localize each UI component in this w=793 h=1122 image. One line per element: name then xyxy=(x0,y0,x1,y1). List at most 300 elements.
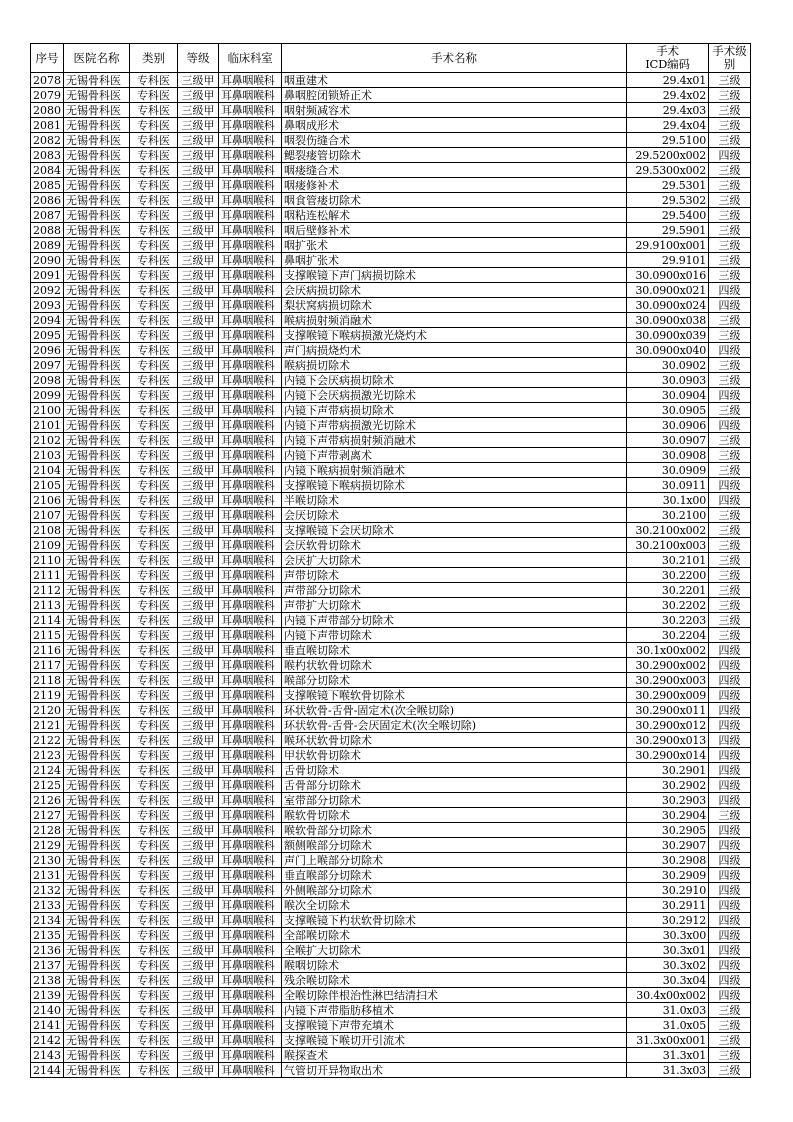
cell-type: 专科医 xyxy=(130,313,178,328)
cell-surgery-name: 内镜下声带病损射频消融术 xyxy=(282,433,627,448)
table-row xyxy=(31,373,751,388)
cell-type: 专科医 xyxy=(130,838,178,853)
cell-icd-code: 30.0900x038 xyxy=(627,313,709,328)
cell-type: 专科医 xyxy=(130,388,178,403)
cell-surgery-name: 全喉扩大切除术 xyxy=(282,943,627,958)
cell-grade: 三级 xyxy=(709,1063,751,1078)
cell-type: 专科医 xyxy=(130,583,178,598)
cell-type: 专科医 xyxy=(130,1048,178,1063)
cell-dept: 耳鼻咽喉科 xyxy=(219,958,282,973)
cell-surgery-name: 内镜下会厌病损激光切除术 xyxy=(282,388,627,403)
cell-icd-code: 30.2101 xyxy=(627,553,709,568)
cell-surgery-name: 内镜下声带病损切除术 xyxy=(282,403,627,418)
cell-icd-code: 30.0906 xyxy=(627,418,709,433)
cell-icd-code: 30.2100x002 xyxy=(627,523,709,538)
cell-no: 2111 xyxy=(31,568,64,583)
cell-grade: 四级 xyxy=(709,748,751,763)
cell-grade: 三级 xyxy=(709,598,751,613)
header-no: 序号 xyxy=(31,44,64,73)
cell-grade: 三级 xyxy=(709,583,751,598)
cell-no: 2128 xyxy=(31,823,64,838)
cell-level: 三级甲 xyxy=(178,643,219,658)
cell-icd-code: 30.2900x012 xyxy=(627,718,709,733)
cell-grade: 四级 xyxy=(709,703,751,718)
table-row xyxy=(31,733,751,748)
cell-dept: 耳鼻咽喉科 xyxy=(219,253,282,268)
cell-hospital: 无锡骨科医 xyxy=(64,283,130,298)
cell-hospital: 无锡骨科医 xyxy=(64,538,130,553)
cell-no: 2088 xyxy=(31,223,64,238)
cell-no: 2129 xyxy=(31,838,64,853)
cell-level: 三级甲 xyxy=(178,898,219,913)
cell-type: 专科医 xyxy=(130,643,178,658)
cell-surgery-name: 咽射频减容术 xyxy=(282,103,627,118)
cell-surgery-name: 咽扩张术 xyxy=(282,238,627,253)
cell-level: 三级甲 xyxy=(178,853,219,868)
cell-grade: 四级 xyxy=(709,418,751,433)
cell-dept: 耳鼻咽喉科 xyxy=(219,898,282,913)
cell-level: 三级甲 xyxy=(178,343,219,358)
cell-grade: 四级 xyxy=(709,928,751,943)
cell-surgery-name: 舌骨部分切除术 xyxy=(282,778,627,793)
cell-grade: 三级 xyxy=(709,223,751,238)
cell-type: 专科医 xyxy=(130,493,178,508)
header-code xyxy=(627,44,709,73)
cell-surgery-name: 会厌切除术 xyxy=(282,508,627,523)
cell-icd-code: 30.2900x009 xyxy=(627,688,709,703)
cell-type: 专科医 xyxy=(130,478,178,493)
cell-grade: 三级 xyxy=(709,1018,751,1033)
cell-dept: 耳鼻咽喉科 xyxy=(219,313,282,328)
cell-grade: 四级 xyxy=(709,388,751,403)
cell-hospital: 无锡骨科医 xyxy=(64,493,130,508)
table-row xyxy=(31,598,751,613)
table-row xyxy=(31,403,751,418)
cell-surgery-name: 鼻咽成形术 xyxy=(282,118,627,133)
cell-no: 2143 xyxy=(31,1048,64,1063)
cell-hospital: 无锡骨科医 xyxy=(64,1033,130,1048)
cell-hospital: 无锡骨科医 xyxy=(64,388,130,403)
table-row xyxy=(31,928,751,943)
table-row xyxy=(31,448,751,463)
cell-type: 专科医 xyxy=(130,343,178,358)
table-row xyxy=(31,538,751,553)
cell-icd-code: 30.0904 xyxy=(627,388,709,403)
cell-surgery-name: 喉软骨切除术 xyxy=(282,808,627,823)
cell-hospital: 无锡骨科医 xyxy=(64,613,130,628)
cell-dept: 耳鼻咽喉科 xyxy=(219,358,282,373)
table-row xyxy=(31,193,751,208)
cell-no: 2102 xyxy=(31,433,64,448)
cell-dept: 耳鼻咽喉科 xyxy=(219,283,282,298)
cell-type: 专科医 xyxy=(130,778,178,793)
cell-surgery-name: 内镜下声带病损激光切除术 xyxy=(282,418,627,433)
cell-surgery-name: 鼻咽扩张术 xyxy=(282,253,627,268)
cell-icd-code: 30.2904 xyxy=(627,808,709,823)
cell-hospital: 无锡骨科医 xyxy=(64,778,130,793)
cell-no: 2100 xyxy=(31,403,64,418)
cell-icd-code: 29.9100x001 xyxy=(627,238,709,253)
cell-surgery-name: 咽瘘缝合术 xyxy=(282,163,627,178)
cell-no: 2097 xyxy=(31,358,64,373)
cell-icd-code: 29.4x01 xyxy=(627,73,709,88)
cell-icd-code: 30.0909 xyxy=(627,463,709,478)
cell-dept: 耳鼻咽喉科 xyxy=(219,628,282,643)
cell-surgery-name: 支撑喉镜下声门病损切除术 xyxy=(282,268,627,283)
cell-grade: 三级 xyxy=(709,313,751,328)
table-row xyxy=(31,958,751,973)
surgery-table xyxy=(30,43,751,1078)
cell-dept: 耳鼻咽喉科 xyxy=(219,778,282,793)
cell-dept: 耳鼻咽喉科 xyxy=(219,973,282,988)
cell-no: 2094 xyxy=(31,313,64,328)
table-row xyxy=(31,943,751,958)
cell-no: 2142 xyxy=(31,1033,64,1048)
cell-icd-code: 30.0907 xyxy=(627,433,709,448)
table-row xyxy=(31,778,751,793)
cell-surgery-name: 喉探查术 xyxy=(282,1048,627,1063)
cell-icd-code: 31.3x03 xyxy=(627,1063,709,1078)
cell-surgery-name: 环状软骨-舌骨-会厌固定术(次全喉切除) xyxy=(282,718,627,733)
cell-dept: 耳鼻咽喉科 xyxy=(219,163,282,178)
table-row xyxy=(31,553,751,568)
cell-surgery-name: 鳃裂瘘管切除术 xyxy=(282,148,627,163)
cell-hospital: 无锡骨科医 xyxy=(64,268,130,283)
cell-icd-code: 29.4x03 xyxy=(627,103,709,118)
cell-type: 专科医 xyxy=(130,988,178,1003)
cell-no: 2127 xyxy=(31,808,64,823)
table-row xyxy=(31,148,751,163)
cell-dept: 耳鼻咽喉科 xyxy=(219,418,282,433)
cell-grade: 三级 xyxy=(709,103,751,118)
cell-icd-code: 30.2900x011 xyxy=(627,703,709,718)
cell-grade: 四级 xyxy=(709,778,751,793)
cell-grade: 三级 xyxy=(709,178,751,193)
cell-level: 三级甲 xyxy=(178,913,219,928)
cell-grade: 三级 xyxy=(709,553,751,568)
cell-surgery-name: 支撑喉镜下声带充填术 xyxy=(282,1018,627,1033)
cell-hospital: 无锡骨科医 xyxy=(64,418,130,433)
cell-hospital: 无锡骨科医 xyxy=(64,598,130,613)
cell-grade: 四级 xyxy=(709,943,751,958)
cell-level: 三级甲 xyxy=(178,328,219,343)
cell-surgery-name: 支撑喉镜下喉软骨切除术 xyxy=(282,688,627,703)
table-row xyxy=(31,868,751,883)
cell-hospital: 无锡骨科医 xyxy=(64,163,130,178)
table-row xyxy=(31,883,751,898)
cell-dept: 耳鼻咽喉科 xyxy=(219,808,282,823)
cell-dept: 耳鼻咽喉科 xyxy=(219,688,282,703)
header-level: 等级 xyxy=(178,44,219,73)
cell-surgery-name: 残余喉切除术 xyxy=(282,973,627,988)
cell-type: 专科医 xyxy=(130,208,178,223)
cell-surgery-name: 喉咽切除术 xyxy=(282,958,627,973)
header-code-line2: ICD编码 xyxy=(645,57,690,71)
cell-type: 专科医 xyxy=(130,928,178,943)
table-row xyxy=(31,268,751,283)
table-row xyxy=(31,208,751,223)
cell-hospital: 无锡骨科医 xyxy=(64,73,130,88)
cell-grade: 四级 xyxy=(709,673,751,688)
cell-icd-code: 30.2910 xyxy=(627,883,709,898)
cell-type: 专科医 xyxy=(130,943,178,958)
cell-dept: 耳鼻咽喉科 xyxy=(219,328,282,343)
cell-no: 2144 xyxy=(31,1063,64,1078)
cell-no: 2137 xyxy=(31,958,64,973)
cell-hospital: 无锡骨科医 xyxy=(64,103,130,118)
cell-hospital: 无锡骨科医 xyxy=(64,463,130,478)
table-row xyxy=(31,238,751,253)
cell-icd-code: 29.5100 xyxy=(627,133,709,148)
cell-no: 2138 xyxy=(31,973,64,988)
cell-type: 专科医 xyxy=(130,103,178,118)
cell-hospital: 无锡骨科医 xyxy=(64,133,130,148)
cell-level: 三级甲 xyxy=(178,148,219,163)
cell-grade: 四级 xyxy=(709,823,751,838)
cell-no: 2105 xyxy=(31,478,64,493)
cell-hospital: 无锡骨科医 xyxy=(64,508,130,523)
cell-hospital: 无锡骨科医 xyxy=(64,673,130,688)
table-row xyxy=(31,973,751,988)
table-row xyxy=(31,178,751,193)
cell-icd-code: 29.5301 xyxy=(627,178,709,193)
cell-level: 三级甲 xyxy=(178,88,219,103)
cell-type: 专科医 xyxy=(130,853,178,868)
cell-icd-code: 30.2204 xyxy=(627,628,709,643)
table-row xyxy=(31,508,751,523)
cell-hospital: 无锡骨科医 xyxy=(64,658,130,673)
cell-grade: 四级 xyxy=(709,958,751,973)
cell-level: 三级甲 xyxy=(178,493,219,508)
cell-icd-code: 29.5200x002 xyxy=(627,148,709,163)
cell-grade: 四级 xyxy=(709,283,751,298)
cell-dept: 耳鼻咽喉科 xyxy=(219,568,282,583)
cell-type: 专科医 xyxy=(130,268,178,283)
table-row xyxy=(31,493,751,508)
cell-surgery-name: 梨状窝病损切除术 xyxy=(282,298,627,313)
cell-icd-code: 29.5400 xyxy=(627,208,709,223)
header-type: 类别 xyxy=(130,44,178,73)
table-row xyxy=(31,718,751,733)
cell-surgery-name: 支撑喉镜下会厌切除术 xyxy=(282,523,627,538)
cell-grade: 四级 xyxy=(709,718,751,733)
cell-type: 专科医 xyxy=(130,763,178,778)
cell-type: 专科医 xyxy=(130,658,178,673)
cell-hospital: 无锡骨科医 xyxy=(64,238,130,253)
cell-dept: 耳鼻咽喉科 xyxy=(219,868,282,883)
cell-no: 2091 xyxy=(31,268,64,283)
cell-grade: 四级 xyxy=(709,343,751,358)
cell-surgery-name: 咽后壁修补术 xyxy=(282,223,627,238)
cell-level: 三级甲 xyxy=(178,598,219,613)
cell-level: 三级甲 xyxy=(178,943,219,958)
cell-type: 专科医 xyxy=(130,628,178,643)
cell-surgery-name: 声带扩大切除术 xyxy=(282,598,627,613)
cell-level: 三级甲 xyxy=(178,763,219,778)
cell-no: 2112 xyxy=(31,583,64,598)
cell-hospital: 无锡骨科医 xyxy=(64,853,130,868)
cell-grade: 四级 xyxy=(709,298,751,313)
table-row xyxy=(31,1033,751,1048)
table-row xyxy=(31,1048,751,1063)
cell-level: 三级甲 xyxy=(178,733,219,748)
cell-level: 三级甲 xyxy=(178,838,219,853)
cell-type: 专科医 xyxy=(130,193,178,208)
cell-surgery-name: 声带切除术 xyxy=(282,568,627,583)
cell-type: 专科医 xyxy=(130,448,178,463)
cell-icd-code: 30.0903 xyxy=(627,373,709,388)
table-row xyxy=(31,1018,751,1033)
cell-level: 三级甲 xyxy=(178,673,219,688)
cell-icd-code: 30.2203 xyxy=(627,613,709,628)
cell-hospital: 无锡骨科医 xyxy=(64,523,130,538)
cell-type: 专科医 xyxy=(130,403,178,418)
table-row xyxy=(31,313,751,328)
cell-no: 2118 xyxy=(31,673,64,688)
cell-no: 2098 xyxy=(31,373,64,388)
cell-icd-code: 30.0900x039 xyxy=(627,328,709,343)
cell-icd-code: 30.4x00x002 xyxy=(627,988,709,1003)
cell-dept: 耳鼻咽喉科 xyxy=(219,658,282,673)
cell-no: 2093 xyxy=(31,298,64,313)
header-code-line1: 手术 xyxy=(656,44,679,58)
cell-grade: 三级 xyxy=(709,523,751,538)
cell-grade: 三级 xyxy=(709,253,751,268)
cell-type: 专科医 xyxy=(130,718,178,733)
cell-icd-code: 30.2907 xyxy=(627,838,709,853)
cell-type: 专科医 xyxy=(130,1063,178,1078)
cell-type: 专科医 xyxy=(130,1033,178,1048)
cell-dept: 耳鼻咽喉科 xyxy=(219,913,282,928)
cell-type: 专科医 xyxy=(130,733,178,748)
cell-grade: 三级 xyxy=(709,268,751,283)
cell-type: 专科医 xyxy=(130,73,178,88)
cell-type: 专科医 xyxy=(130,673,178,688)
table-row xyxy=(31,118,751,133)
cell-no: 2106 xyxy=(31,493,64,508)
cell-grade: 三级 xyxy=(709,433,751,448)
cell-grade: 四级 xyxy=(709,658,751,673)
cell-no: 2140 xyxy=(31,1003,64,1018)
cell-type: 专科医 xyxy=(130,808,178,823)
cell-icd-code: 29.5302 xyxy=(627,193,709,208)
header-dept: 临床科室 xyxy=(219,44,282,73)
cell-grade: 四级 xyxy=(709,898,751,913)
cell-surgery-name: 会厌扩大切除术 xyxy=(282,553,627,568)
cell-hospital: 无锡骨科医 xyxy=(64,793,130,808)
cell-icd-code: 30.2911 xyxy=(627,898,709,913)
cell-type: 专科医 xyxy=(130,373,178,388)
cell-icd-code: 30.2908 xyxy=(627,853,709,868)
cell-dept: 耳鼻咽喉科 xyxy=(219,103,282,118)
cell-hospital: 无锡骨科医 xyxy=(64,343,130,358)
cell-no: 2124 xyxy=(31,763,64,778)
cell-icd-code: 30.0900x021 xyxy=(627,283,709,298)
cell-dept: 耳鼻咽喉科 xyxy=(219,208,282,223)
cell-no: 2081 xyxy=(31,118,64,133)
cell-no: 2123 xyxy=(31,748,64,763)
cell-dept: 耳鼻咽喉科 xyxy=(219,1033,282,1048)
cell-level: 三级甲 xyxy=(178,703,219,718)
table-header xyxy=(31,44,751,73)
cell-level: 三级甲 xyxy=(178,283,219,298)
cell-hospital: 无锡骨科医 xyxy=(64,838,130,853)
cell-icd-code: 30.3x00 xyxy=(627,928,709,943)
cell-no: 2120 xyxy=(31,703,64,718)
cell-surgery-name: 喉次全切除术 xyxy=(282,898,627,913)
cell-dept: 耳鼻咽喉科 xyxy=(219,268,282,283)
cell-no: 2103 xyxy=(31,448,64,463)
table-row xyxy=(31,808,751,823)
cell-dept: 耳鼻咽喉科 xyxy=(219,538,282,553)
cell-dept: 耳鼻咽喉科 xyxy=(219,763,282,778)
cell-surgery-name: 支撑喉镜下喉切开引流术 xyxy=(282,1033,627,1048)
cell-no: 2113 xyxy=(31,598,64,613)
cell-hospital: 无锡骨科医 xyxy=(64,328,130,343)
cell-surgery-name: 内镜下声带部分切除术 xyxy=(282,613,627,628)
cell-level: 三级甲 xyxy=(178,613,219,628)
cell-grade: 四级 xyxy=(709,883,751,898)
cell-dept: 耳鼻咽喉科 xyxy=(219,703,282,718)
cell-hospital: 无锡骨科医 xyxy=(64,868,130,883)
cell-surgery-name: 甲状软骨切除术 xyxy=(282,748,627,763)
cell-type: 专科医 xyxy=(130,88,178,103)
cell-level: 三级甲 xyxy=(178,73,219,88)
cell-dept: 耳鼻咽喉科 xyxy=(219,883,282,898)
cell-dept: 耳鼻咽喉科 xyxy=(219,838,282,853)
cell-surgery-name: 支撑喉镜下喉病损切除术 xyxy=(282,478,627,493)
cell-type: 专科医 xyxy=(130,793,178,808)
surgery-list-sheet xyxy=(30,43,751,1078)
cell-hospital: 无锡骨科医 xyxy=(64,1048,130,1063)
cell-surgery-name: 全部喉切除术 xyxy=(282,928,627,943)
cell-grade: 三级 xyxy=(709,193,751,208)
cell-grade: 四级 xyxy=(709,493,751,508)
cell-level: 三级甲 xyxy=(178,583,219,598)
cell-dept: 耳鼻咽喉科 xyxy=(219,118,282,133)
cell-icd-code: 30.2900x002 xyxy=(627,658,709,673)
table-row xyxy=(31,658,751,673)
cell-type: 专科医 xyxy=(130,883,178,898)
cell-grade: 四级 xyxy=(709,973,751,988)
header-grade xyxy=(709,44,751,73)
table-row xyxy=(31,388,751,403)
table-row xyxy=(31,853,751,868)
header-grade-line1: 手术级 xyxy=(712,44,747,58)
table-row xyxy=(31,418,751,433)
cell-hospital: 无锡骨科医 xyxy=(64,718,130,733)
cell-type: 专科医 xyxy=(130,163,178,178)
cell-type: 专科医 xyxy=(130,613,178,628)
cell-dept: 耳鼻咽喉科 xyxy=(219,853,282,868)
cell-surgery-name: 喉环状软骨切除术 xyxy=(282,733,627,748)
cell-level: 三级甲 xyxy=(178,373,219,388)
cell-level: 三级甲 xyxy=(178,403,219,418)
cell-level: 三级甲 xyxy=(178,1033,219,1048)
cell-icd-code: 29.4x04 xyxy=(627,118,709,133)
cell-icd-code: 30.2200 xyxy=(627,568,709,583)
cell-hospital: 无锡骨科医 xyxy=(64,208,130,223)
cell-grade: 三级 xyxy=(709,88,751,103)
cell-grade: 四级 xyxy=(709,868,751,883)
cell-level: 三级甲 xyxy=(178,1063,219,1078)
cell-no: 2126 xyxy=(31,793,64,808)
cell-type: 专科医 xyxy=(130,133,178,148)
table-row xyxy=(31,583,751,598)
table-row xyxy=(31,88,751,103)
cell-hospital: 无锡骨科医 xyxy=(64,478,130,493)
cell-surgery-name: 半喉切除术 xyxy=(282,493,627,508)
